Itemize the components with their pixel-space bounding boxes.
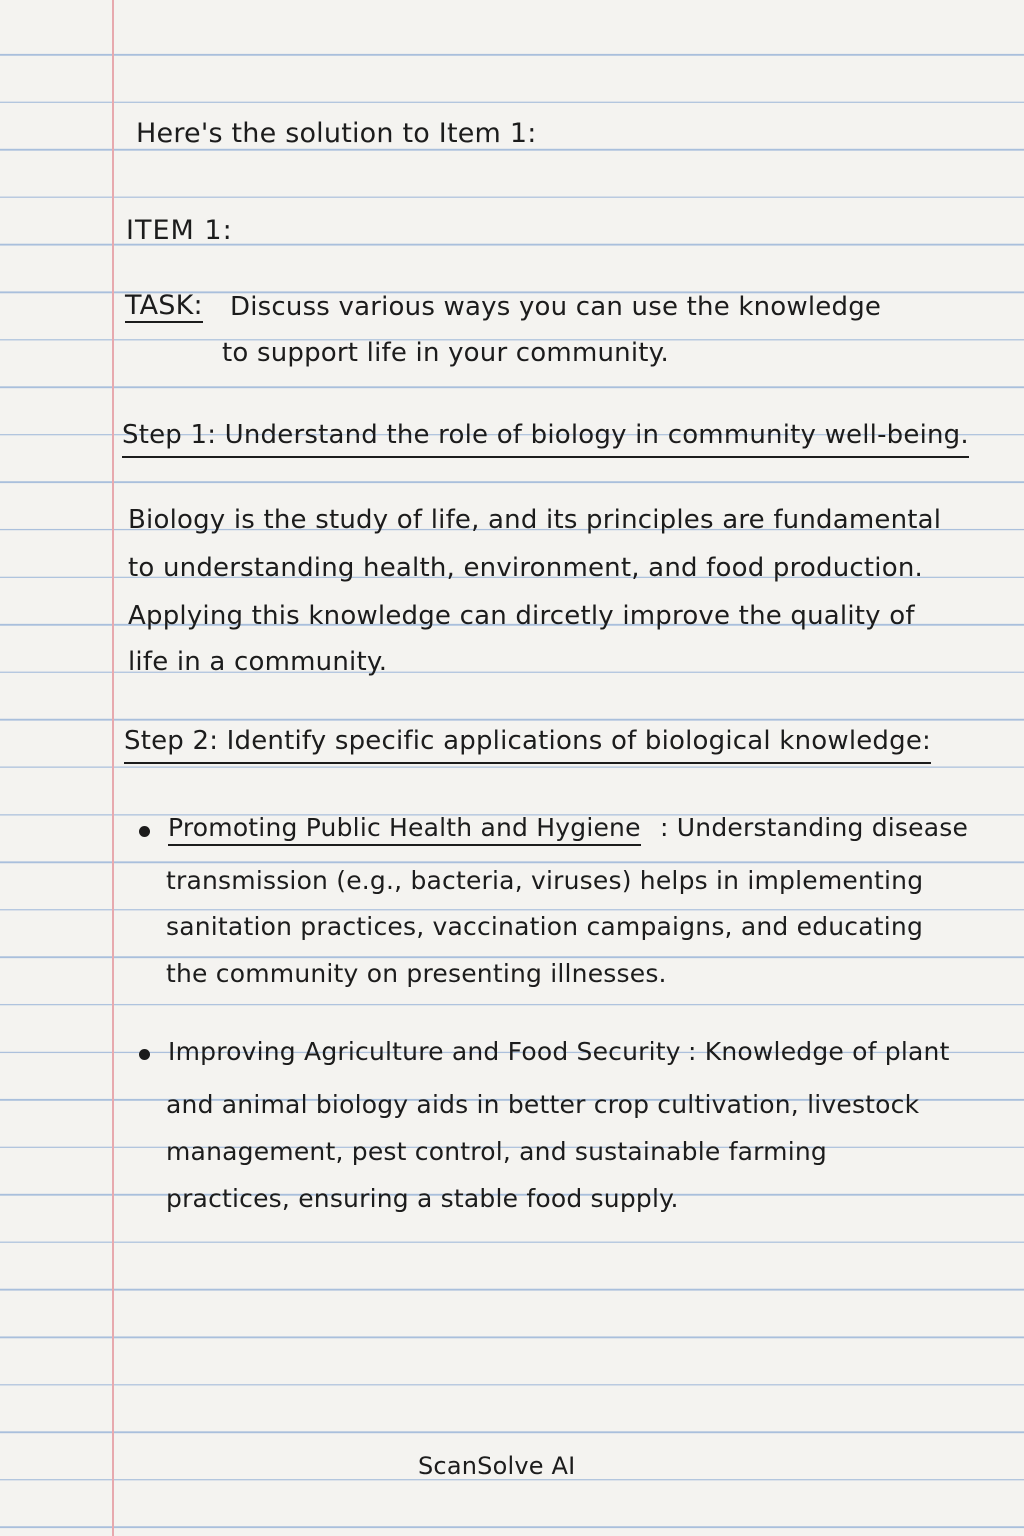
- task-label-text: TASK:: [125, 290, 203, 321]
- bullet-2-line-2: and animal biology aids in better crop cultivation, livestock: [166, 1090, 920, 1119]
- bullet-1-line-3: sanitation practices, vaccination campaigns, and educating: [166, 912, 924, 941]
- intro-text: Here's the solution to Item 1:: [136, 118, 537, 149]
- step2-heading: Step 2: Identify specific applications of biological knowledge:: [124, 726, 931, 764]
- watermark-text: ScanSolve AI: [418, 1452, 576, 1480]
- item-title: ITEM 1:: [126, 215, 233, 246]
- bullet-1-line-2: transmission (e.g., bacteria, viruses) helps in implementing: [166, 866, 924, 895]
- task-label: [125, 290, 203, 321]
- bullet-2-first-line: : Knowledge of plant: [688, 1037, 950, 1066]
- bullet-2-line-4: practices, ensuring a stable food supply.: [166, 1184, 679, 1213]
- task-line-2: to support life in your community.: [222, 338, 669, 368]
- bullet-1-first-line: : Understanding disease: [660, 813, 969, 842]
- task-line-1: Discuss various ways you can use the knowledge: [230, 292, 882, 322]
- bullet-2-title: Improving Agriculture and Food Security: [168, 1037, 681, 1066]
- bullet-dot-icon: [139, 1049, 150, 1060]
- step1-heading: Step 1: Understand the role of biology in community well-being.: [122, 420, 969, 458]
- bullet-1-line-4: the community on presenting illnesses.: [166, 959, 667, 988]
- bullet-2-line-3: management, pest control, and sustainable farming: [166, 1137, 827, 1166]
- margin-line: [112, 0, 114, 1536]
- bullet-dot-icon: [139, 826, 150, 837]
- step1-line-2: to understanding health, environment, and food production.: [128, 553, 923, 583]
- step1-line-3: Applying this knowledge can dircetly improve the quality of: [128, 601, 915, 631]
- step1-line-4: life in a community.: [128, 647, 388, 677]
- bullet-1-title: Promoting Public Health and Hygiene: [168, 813, 641, 846]
- step1-line-1: Biology is the study of life, and its principles are fundamental: [128, 505, 942, 535]
